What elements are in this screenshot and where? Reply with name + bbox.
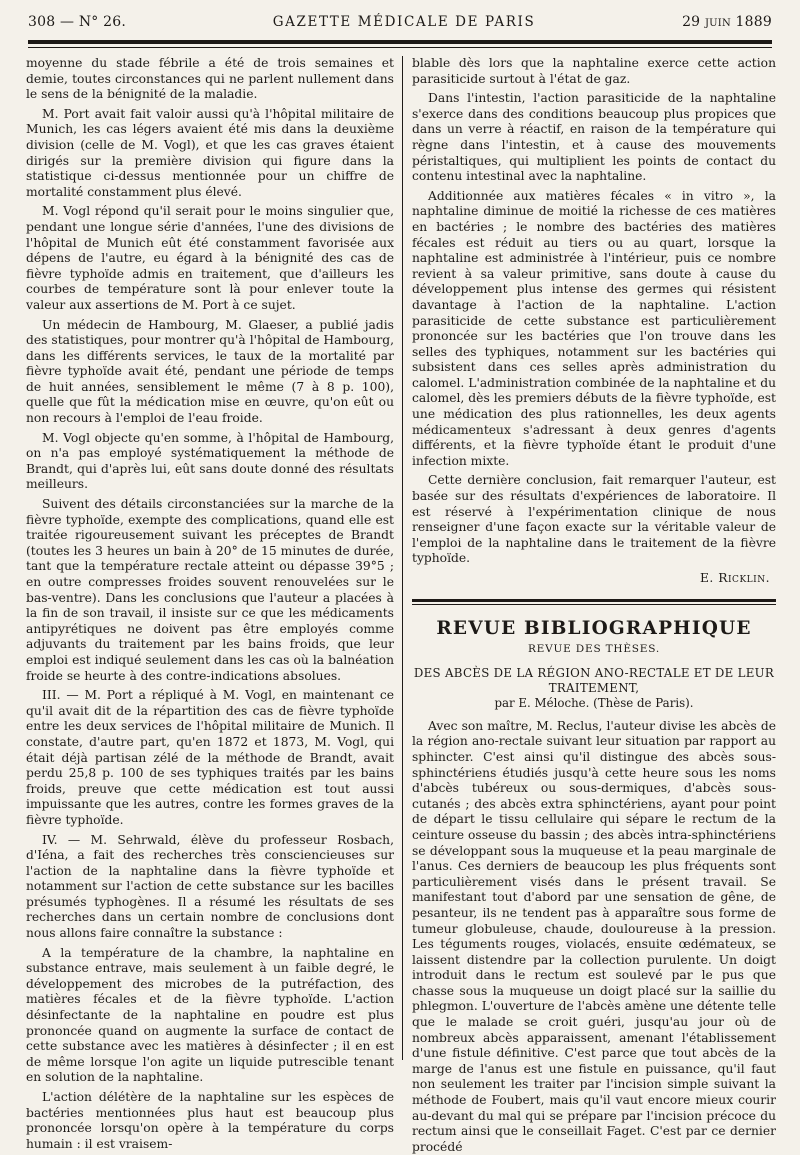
section-title: REVUE BIBLIOGRAPHIQUE xyxy=(436,617,752,639)
section-rule-thin xyxy=(412,604,776,605)
paragraph: M. Vogl répond qu'il serait pour le moins singulier que, pendant une longue série d'années, l'une des divisions de l'hôpital de Munich eût été constamment favorisée aux dépens de l'autre, eu égard à la bénignité des cas de fièvre typhoïde admis en traitement, que d'ailleurs les courbes de température sont là pour enlever toute la valeur aux assertions de M. Port à ce sujet. xyxy=(26,204,394,312)
issue-year: 1889 xyxy=(735,14,772,30)
paragraph: Additionnée aux matières fécales « in vitro », la naphtaline diminue de moitié la richesse de ces matières en bactéries ; le nombre des bactéries des matières fécales est réduit au tiers ou au quart, lorsque la naphtaline est administrée à l'intérieur, puis ce nombre revient à sa valeur primitive, sans doute à cause du développement plus intense des germes qui résistent davantage à l'action de la naphtaline. L'action parasiticide de cette substance est particulièrement prononcée sur les bactéries que l'on trouve dans les selles des typhiques, notamment sur les bactéries qui subsistent dans ces selles après administration du calomel. L'administration combinée de la naphtaline et du calomel, dès les premiers débuts de la fièvre typhoïde, est une médication des plus rationnelles, les deux agents médicamenteux s'adressant à deux genres d'agents différents, et la fièvre typhoïde étant le produit d'une infection mixte. xyxy=(412,188,776,468)
paragraph: Dans l'intestin, l'action parasiticide de la naphtaline s'exerce dans des conditions beaucoup plus propices que dans un verre à réactif, en raison de la température qui règne dans l'intestin, et à cause des mouvements péristaltiques, qui multiplient les points de contact du contenu intestinal avec la naphtaline. xyxy=(412,91,776,184)
paragraph: M. Port avait fait valoir aussi qu'à l'hôpital militaire de Munich, les cas légers avaient été mis dans la deuxième division (celle de M. Vogl), et que les cas graves étaient dirigés sur la première division qui figure dans la statistique ci-dessus mentionnée pour un chiffre de mortalité constamment plus élevé. xyxy=(26,106,394,199)
paragraph: IV. — M. Sehrwald, élève du professeur Rosbach, d'Iéna, a fait des recherches très consciencieuses sur l'action de la naphtaline dans la fièvre typhoïde et notamment sur l'action de cette substance sur les bacilles présumés typhogènes. Il a résumé les résultats de ses recherches dans un certain nombre de conclusions dont nous allons faire connaître la substance : xyxy=(26,832,394,941)
paragraph: Cette dernière conclusion, fait remarquer l'auteur, est basée sur des résultats d'expériences de laboratoire. Il est réservé à l'expérimentation clinique de nous renseigner d'une façon exacte sur la véritable valeur de l'emploi de la naphtaline dans le traitement de la fièvre typhoïde. xyxy=(412,473,776,566)
paragraph: L'action délétère de la naphtaline sur les espèces de bactéries mentionnées plus haut est beaucoup plus prononcée lorsqu'on opère à la température du corps humain : il est vraisem- xyxy=(26,1090,394,1151)
article-author: par E. Méloche. (Thèse de Paris). xyxy=(494,695,694,710)
paragraph: M. Vogl objecte qu'en somme, à l'hôpital de Hambourg, on n'a pas employé systématiquement la méthode de Brandt, qui d'après lui, eût sans doute donné des résultats meilleurs. xyxy=(26,430,394,492)
running-header xyxy=(28,14,772,38)
column-divider xyxy=(402,56,403,1060)
paragraph: Un médecin de Hambourg, M. Glaeser, a publié jadis des statistiques, pour montrer qu'à l'hôpital de Hambourg, dans les différents services, le taux de la mortalité par fièvre typhoïde avait été, pendant une période de temps de huit années, sensiblement le même (7 à 8 p. 100), quelle que fût la médication mise en œuvre, qu'on eût ou non recours à l'emploi de l'eau froide. xyxy=(26,317,394,426)
issue-month: juin xyxy=(704,14,731,30)
header-rule-thick xyxy=(28,40,772,44)
issue-date xyxy=(682,14,772,30)
paragraph: moyenne du stade fébrile a été de trois semaines et demie, toutes circonstances qui ne parlent nullement dans le sens de la bénignité de la maladie. xyxy=(26,56,394,102)
journal-title: GAZETTE MÉDICALE DE PARIS xyxy=(272,14,536,30)
paragraph: Suivent des détails circonstanciées sur la marche de la fièvre typhoïde, exempte des complications, quand elle est traitée rigoureusement suivant les préceptes de Brandt (toutes les 3 heures un bain à 20° de 15 minutes de durée, tant que la température rectale atteint ou dépasse 39°5 ; en outre compresses froides souvent renouvelées sur le bas-ventre). Dans les conclusions que l'auteur a placées à la fin de son travail, il insiste sur ce que les médicaments antipyrétiques ne doivent pas être employés comme adjuvants du traitement par les bains froids, que leur emploi est indiqué seulement dans les cas où la balnéation froide se heurte à des contre-indications absolues. xyxy=(26,497,394,683)
paragraph: A la température de la chambre, la naphtaline en substance entrave, mais seulement à un faible degré, le développement des microbes de la putréfaction, des matières fécales et de la fièvre typhoïde. L'action désinfectante de la naphtaline en poudre est plus prononcée quand on augmente la surface de contact de cette substance avec les matières à désinfecter ; il en est de même lorsque l'on agite un liquide putrescible tenant en solution de la naphtaline. xyxy=(26,945,394,1085)
issue-day: 29 xyxy=(682,14,701,30)
subsection-title: REVUE DES THÈSES. xyxy=(527,643,661,656)
right-column xyxy=(412,56,776,1154)
article-heading xyxy=(412,666,776,711)
paragraph: III. — M. Port a répliqué à M. Vogl, en maintenant ce qu'il avait dit de la répartition des cas de fièvre typhoïde entre les deux services de l'hôpital militaire de Munich. Il constate, d'autre part, qu'en 1872 et 1873, M. Vogl, qui était déjà partisan zélé de la méthode de Brandt, avait perdu 25,8 p. 100 de ses typhiques traités par les bains froids, preuve que cette médication est tout aussi impuissante que les autres, contre les formes graves de la fièvre typhoïde. xyxy=(26,688,394,827)
paragraph: Avec son maître, M. Reclus, l'auteur divise les abcès de la région ano-rectale suivant leur situation par rapport au sphincter. C'est ainsi qu'il distingue des abcès sous-sphinctériens étudiés jusqu'à cette heure sous les noms d'abcès tubéreux ou sous-dermiques, d'abcès sous-cutanés ; des abcès extra sphinctériens, ayant pour point de départ le tissu cellulaire qui sépare le rectum de la ceinture osseuse du bassin ; des abcès intra-sphinctériens se développant sous la muqueuse et la peau marginale de l'anus. Ces derniers de beaucoup les plus fréquents sont particulièrement visés dans le présent travail. Se manifestant tout d'abord par une sensation de gêne, de pesanteur, ils ne tendent pas à apparaître sous forme de tumeur globuleuse, chaude, douloureuse à la pression. Les téguments rouges, violacés, ensuite œdémateux, se laissent distendre par la collection purulente. Un doigt introduit dans le rectum est soulevé par le pus que chasse sous la muqueuse un doigt placé sur la saillie du phlegmon. L'ouverture de l'abcès amène une détente telle que le malade se croit guéri, jusqu'au jour où de nombreux abcès apparaissent, amenant l'établissement d'une fistule définitive. C'est parce que tout abcès de la marge de l'anus est une fistule en puissance, qu'il faut non seulement les traiter par l'incision simple suivant la méthode de Foubert, mais qu'il vaut encore mieux courir au-devant du mal qui se prépare par l'incision précoce du rectum ainsi que le conseillait Faget. C'est par ce dernier procédé xyxy=(412,718,776,1154)
article-title: DES ABCÈS DE LA RÉGION ANO-RECTALE ET DE LEUR TRAITEMENT, xyxy=(413,665,775,695)
header-rule-thin xyxy=(28,47,772,48)
left-column xyxy=(26,56,394,1151)
section-rule-thick xyxy=(412,599,776,602)
paragraph: blable dès lors que la naphtaline exerce cette action parasiticide surtout à l'état de gaz. xyxy=(412,56,776,86)
author-signature: E. Ricklin. xyxy=(699,571,770,585)
page-number: 308 — N° 26. xyxy=(28,14,126,30)
